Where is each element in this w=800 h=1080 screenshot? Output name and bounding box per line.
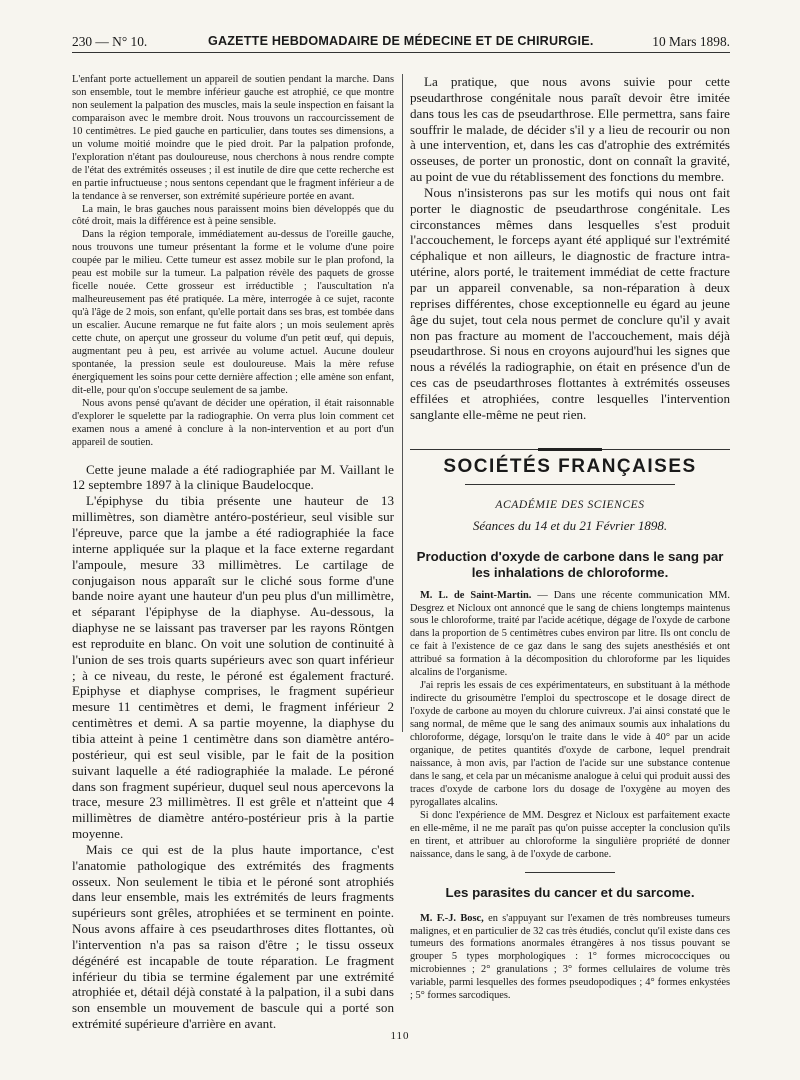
article-title: Production d'oxyde de carbone dans le sang par les inhalations de chloroforme.	[416, 548, 724, 580]
article-paragraph: J'ai repris les essais de ces expérimentateurs, en substituant à la méthode indirecte du grisoumètre l'emploi du spectroscope et le dosage direct de l'oxyde de carbone au moyen du chlorure cuivreux. J'ai ainsi constaté que le sang normal, de même que le sang des animaux soumis aux inhalations du chloroforme, dégage, lorsqu'on le traite dans le vide à 40° par un acide organique, de petites quantités d'oxyde de carbone, lequel prendrait naissance, à mon avis, par l'action de l'acide sur une substance contenue dans le sang, et cela par un mécanisme analogue à celui qui produit aussi des traces d'oxyde de carbone lors du dosage de l'oxygène au moyen des pyrogallates alcalins.	[410, 680, 730, 808]
right-column	[410, 74, 730, 1003]
case-paragraph: Dans la région temporale, immédiatement au-dessus de l'oreille gauche, nous trouvons une tumeur présentant la forme et le volume d'une poire coupée par le milieu. Cette tumeur est assez mobile sur le plan profond, la peau est mobile sur la tumeur. La palpation révèle des paquets de grosse ficelle nouée. Cette grosseur est irréductible ; l'auscultation n'a malheureusement pas été pratiquée. La mère, interrogée à ce sujet, raconte qu'à l'âge de 2 mois, son enfant, qu'elle portait dans ses bras, est tombée dans un escalier. Aucune remarque ne fut faite alors ; un mois seulement après cette chute, on aperçut une grosseur du volume d'un petit œuf, qui depuis, augmentant peu à peu, est arrivée au volume actuel. Aucune douleur spontanée, la pression seule est douloureuse. Mais la mère refuse énergiquement les soins pour cette dernière affection ; elle amène son enfant, dit-elle, pour qu'on s'occupe seulement de sa jambe.	[72, 229, 394, 396]
academy-heading: ACADÉMIE DES SCIENCES	[495, 498, 645, 511]
body-paragraph: L'épiphyse du tibia présente une hauteur de 13 millimètres, son diamètre antéro-postérieur, seul visible sur l'épreuve, parce que la jambe a été radiographiée la face interne appliquée sur la plaque et la face externe regardant l'ampoule, mesure 33 millimètres. Le cartilage de conjugaison nous apparaît sur le cliché sous forme d'une bande noire ayant une hauteur d'un peu plus d'un millimètre, et séparant l'épiphyse de la diaphyse. Au-dessous, la diaphyse ne se laissant pas traverser par les rayons Röntgen est reproduite en blanc. On voit une solution de continuité à l'union de ses trois quarts supérieurs avec son quart inférieur ; à ce niveau, du reste, le péroné est également fracturé. Epiphyse et diaphyse comprises, le fragment supérieur mesure 11 centimètres et demi, le fragment inférieur 2 centimètres et demi. A sa partie moyenne, la diaphyse du tibia atteint à peine 1 centimètre dans son diamètre antéro-postérieur, qui est seul visible, par le fait de la position suivant laquelle a été radiographiée la malade. Le péroné dans son fragment supérieur, duquel seul nous apercevons la trace, mesure 23 millimètres. Il est grêle et n'atteint que 4 millimètres de diamètre antéro-postérieur pris à la partie moyenne.	[72, 493, 394, 842]
case-paragraph: La main, le bras gauches nous paraissent moins bien développés que du côté droit, mais la différence est à peine sensible.	[72, 203, 394, 228]
article-separator	[525, 872, 615, 873]
article-paragraph: Si donc l'expérience de MM. Desgrez et Nicloux est parfaitement exacte en elle-même, il ne me paraît pas qu'on puisse accepter la conclusion qu'ils en tirent, et attribuer au chloroforme la singulière propriété de donner naissance, dans le sang, à de l'oxyde de carbone.	[410, 809, 730, 860]
article-text: — Dans une récente communication MM. Desgrez et Nicloux ont annoncé que le sang de chiens longtemps maintenus sous le chloroforme, traité par l'acide acétique, dégage de l'oxyde de carbone dans la proportion de 5 centimètres cubes environ par litre. Ils ont conclu de ce fait à l'existence de ce gaz dans le sang des sujets anesthésiés et ont attribué sa formation à la décomposition du chloroforme par les liquides alcalins de l'organisme.	[410, 589, 730, 679]
article-body	[410, 913, 730, 1004]
article-paragraph	[410, 913, 730, 1004]
article-text: en s'appuyant sur l'examen de très nombreuses tumeurs malignes, et en particulier de 32 cas très étudiés, conclut qu'il existe dans ces tumeurs des formations anormales étrangères à nos tissus pouvant se grouper 5 types morphologiques : 1° formes micrococciques ou microbiennes ; 2° granulations ; 3° formes cellulaires de volume très variable, parmi lesquelles des formes pseudopodiques ; 4° formes enkystées ; 5° formes sarcodiques.	[410, 912, 730, 1002]
article-author: M. F.-J. Bosc,	[420, 912, 484, 924]
page-header-number: 230 — N° 10.	[72, 34, 148, 49]
session-dates: Séances du 14 et du 21 Février 1898.	[472, 517, 668, 533]
section-rule	[465, 484, 675, 485]
article-body	[410, 590, 730, 862]
case-paragraph: L'enfant porte actuellement un appareil de soutien pendant la marche. Dans son ensemble, tout le membre inférieur gauche est atrophié, ce que montre non seulement la palpation des muscles, mais la seule inspection en faisant la comparaison avec le membre droit. Nous trouvons un raccourcissement de 10 centimètres. Le pied gauche en particulier, dans toutes ses dimensions, a un volume moitié moindre que le pied droit. Par la palpation profonde, l'exploration n'étant pas douloureuse, nous cherchons à nous rendre compte de l'état des extrémités osseuses ; il est inutile de dire que cette recherche est en partie infructueuse ; nous sentons cependant que le fragment inférieur a de la tendance à se renverser, son extrémité supérieure portée en avant.	[72, 74, 394, 202]
conclusion-text	[410, 74, 730, 423]
case-notes	[72, 74, 394, 450]
journal-title: GAZETTE HEBDOMADAIRE DE MÉDECINE ET DE CHIRURGIE.	[208, 34, 594, 48]
left-column	[72, 74, 394, 1032]
page-number: 110	[390, 1030, 410, 1042]
section-rule	[410, 449, 730, 450]
article-paragraph	[410, 590, 730, 681]
radiography-text	[72, 462, 394, 1032]
column-divider	[402, 74, 403, 732]
body-paragraph: Cette jeune malade a été radiographiée par M. Vaillant le 12 septembre 1897 à la clinique Baudelocque.	[72, 461, 394, 493]
article-author: M. L. de Saint-Martin.	[420, 589, 532, 601]
page-header	[72, 32, 730, 53]
case-paragraph: Nous avons pensé qu'avant de décider une opération, il était raisonnable d'explorer le squelette par la radiographie. On verra plus loin comment cet examen nous a amené à conclure à la non-intervention et au port d'un appareil de soutien.	[72, 397, 394, 448]
section-title: SOCIÉTÉS FRANÇAISES	[443, 455, 697, 477]
body-paragraph: Nous n'insisterons pas sur les motifs qui nous ont fait porter le diagnostic de pseudarthrose congénitale. Les circonstances mêmes dans lesquelles s'est produit l'accouchement, le forceps ayant été appliqué sur l'extrémité céphalique et non ailleurs, le diagnostic de fracture intra-utérine, alors porté, le traitement immédiat de cette fracture par un appareil convenable, sa non-réparation à deux reprises différentes, chose exceptionnelle eu égard au jeune âge du sujet, tout cela nous permet de conclure qu'il y avait non pas fracture au moment de l'accouchement, mais déjà pseudarthrose. Si nous en croyons aujourd'hui les signes que nous a révélés la radiographie, on était en présence d'un de ces cas de pseudarthroses flottantes à extrémités osseuses effilées et atrophiées, contre lesquelles l'intervention sanglante elle-même ne peut rien.	[410, 184, 730, 422]
issue-date: 10 Mars 1898.	[652, 34, 730, 49]
body-paragraph: La pratique, que nous avons suivie pour cette pseudarthrose congénitale nous paraît devoir être imitée dans tous les cas de pseudarthrose. Elle permettra, sans faire souffrir le malade, de décider s'il y a lieu de recourir ou non à une intervention, et, dans les cas d'atrophie des extrémités osseuses, de porter un pronostic, dont on connaît la gravité, au point de vue du rétablissement des fonctions du membre.	[410, 74, 730, 185]
article-title: Les parasites du cancer et du sarcome.	[445, 884, 695, 900]
body-paragraph: Mais ce qui est de la plus haute importance, c'est l'anatomie pathologique des extrémités des fragments osseux. Non seulement le tibia et le péroné sont atrophiés dans leur ensemble, mais les extrémités de leurs fragments supérieurs sont grêles, atrophiées et se terminent en pointe. Nous avons affaire à ces pseudarthroses dites flottantes, où l'intervention n'a pas sa raison d'être ; le tissu osseux dégénéré est incapable de toute réparation. Le fragment inférieur du tibia se termine également par une extrémité atrophiée et, détail déjà constaté à la palpation, il a subi dans son ensemble un mouvement de bascule qui a porté son extrémité supérieure d'arrière en avant.	[72, 841, 394, 1032]
